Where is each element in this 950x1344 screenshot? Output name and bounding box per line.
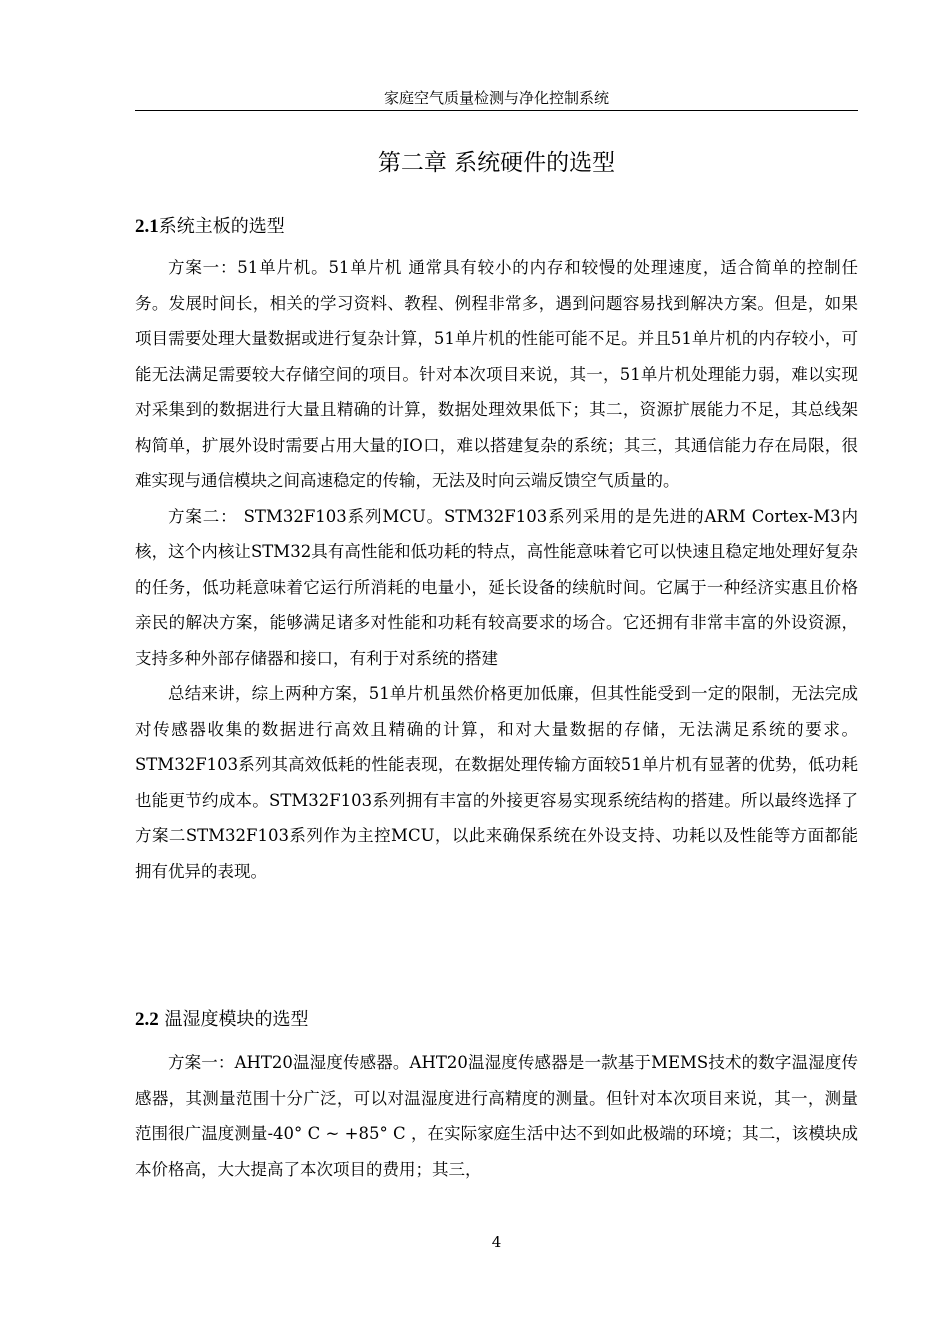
paragraph: 方案一：51单片机。51单片机 通常具有较小的内存和较慢的处理速度，适合简单的控制任务。发展时间长，相关的学习资料、教程、例程非常多，遇到问题容易找到解决方案。但是，如果项目需要处理大量数据或进行复杂计算，51单片机的性能可能不足。并且51单片机的内存较小，可能无法满足需要较大存储空间的项目。针对本次项目来说，其一，51单片机处理能力弱，难以实现对采集到的数据进行大量且精确的计算，数据处理效果低下；其二，资源扩展能力不足，其总线架构简单，扩展外设时需要占用大量的IO口，难以搭建复杂的系统；其三，其通信能力存在局限，很难实现与通信模块之间高速稳定的传输，无法及时向云端反馈空气质量的。 [135,258,858,490]
page-number: 4 [491,1233,502,1251]
chapter-title: 第二章 系统硬件的选型 [377,150,616,176]
section-heading-2-1 [135,212,858,242]
section-body-2-1 [135,250,858,889]
section-heading-2-2 [135,1005,858,1035]
paragraph: 方案二： STM32F103系列MCU。STM32F103系列采用的是先进的ARM Cortex-M3内核，这个内核让STM32具有高性能和低功耗的特点，高性能意味着它可以快速且稳定地处理好复杂的任务，低功耗意味着它运行所消耗的电量小，延长设备的续航时间。它属于一种经济实惠且价格亲民的解决方案，能够满足诸多对性能和功耗有较高要求的场合。它还拥有非常丰富的外设资源，支持多种外部存储器和接口，有利于对系统的搭建 [135,506,858,668]
section-number: 2.2 [135,1009,159,1030]
paragraph: 方案一：AHT20温湿度传感器。AHT20温湿度传感器是一款基于MEMS技术的数字温湿度传感器，其测量范围十分广泛，可以对温湿度进行高精度的测量。但针对本次项目来说，其一，测量范围很广温度测量-40° C ~ +85° C ，在实际家庭生活中达不到如此极端的环境；其二，该模块成本价格高，大大提高了本次项目的费用；其三， [135,1053,858,1179]
section-number: 2.1 [135,216,159,237]
section-body-2-2 [135,1045,858,1187]
section-title-text: 系统主板的选型 [158,216,285,237]
paragraph: 总结来讲，综上两种方案，51单片机虽然价格更加低廉，但其性能受到一定的限制，无法完成对传感器收集的数据进行高效且精确的计算，和对大量数据的存储，无法满足系统的要求。STM32F103系列其高效低耗的性能表现，在数据处理传输方面较51单片机有显著的优势，低功耗也能更节约成本。STM32F103系列拥有丰富的外接更容易实现系统结构的搭建。所以最终选择了方案二STM32F103系列作为主控MCU，以此来确保系统在外设支持、功耗以及性能等方面都能拥有优异的表现。 [135,684,858,881]
page-header [135,88,858,111]
section-title-text: 温湿度模块的选型 [158,1009,309,1030]
header-title: 家庭空气质量检测与净化控制系统 [383,89,609,107]
